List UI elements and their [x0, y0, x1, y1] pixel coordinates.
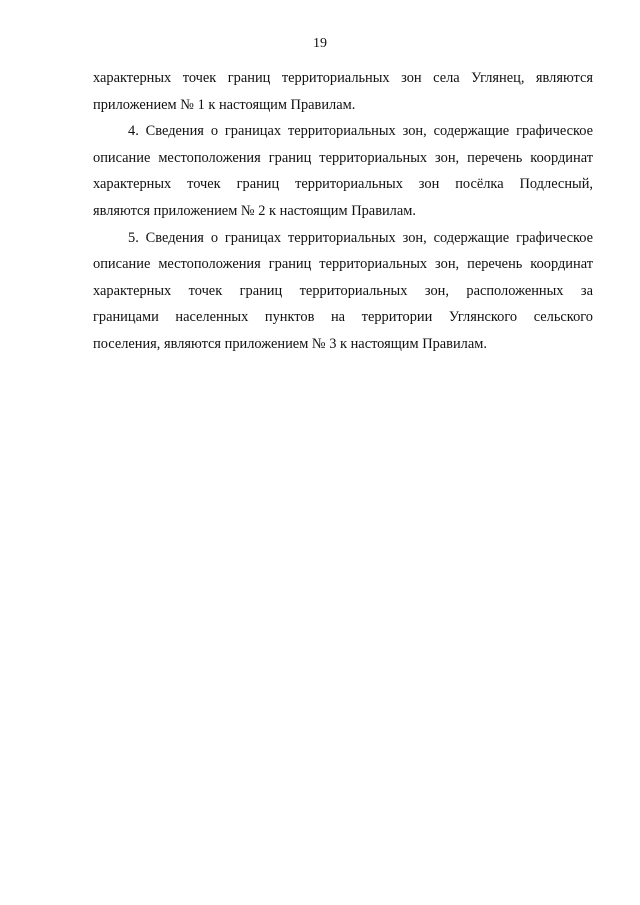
document-body [93, 65, 593, 358]
text-line: характерных точек границ территориальных зон посёлка Подлесный, [93, 176, 593, 193]
paragraph-continuation [93, 65, 593, 118]
text-line: характерных точек границ территориальных зон, расположенных за [93, 282, 593, 299]
text-line: описание местоположения границ территориальных зон, перечень координат [93, 256, 593, 273]
text-line: являются приложением № 2 к настоящим Правилам. [93, 202, 416, 219]
text-line: границами населенных пунктов на территории Углянского сельского [93, 309, 593, 326]
text-line: 5. Сведения о границах территориальных зон, содержащие графическое [128, 229, 593, 246]
paragraph-4 [93, 118, 593, 224]
text-line: 4. Сведения о границах территориальных зон, содержащие графическое [128, 123, 593, 140]
text-line: описание местоположения границ территориальных зон, перечень координат [93, 149, 593, 166]
paragraph-5 [93, 225, 593, 358]
page-number: 19 [313, 36, 327, 51]
text-line: приложением № 1 к настоящим Правилам. [93, 96, 356, 113]
text-line: характерных точек границ территориальных зон села Углянец, являются [93, 70, 593, 86]
text-line: поселения, являются приложением № 3 к настоящим Правилам. [93, 335, 487, 352]
